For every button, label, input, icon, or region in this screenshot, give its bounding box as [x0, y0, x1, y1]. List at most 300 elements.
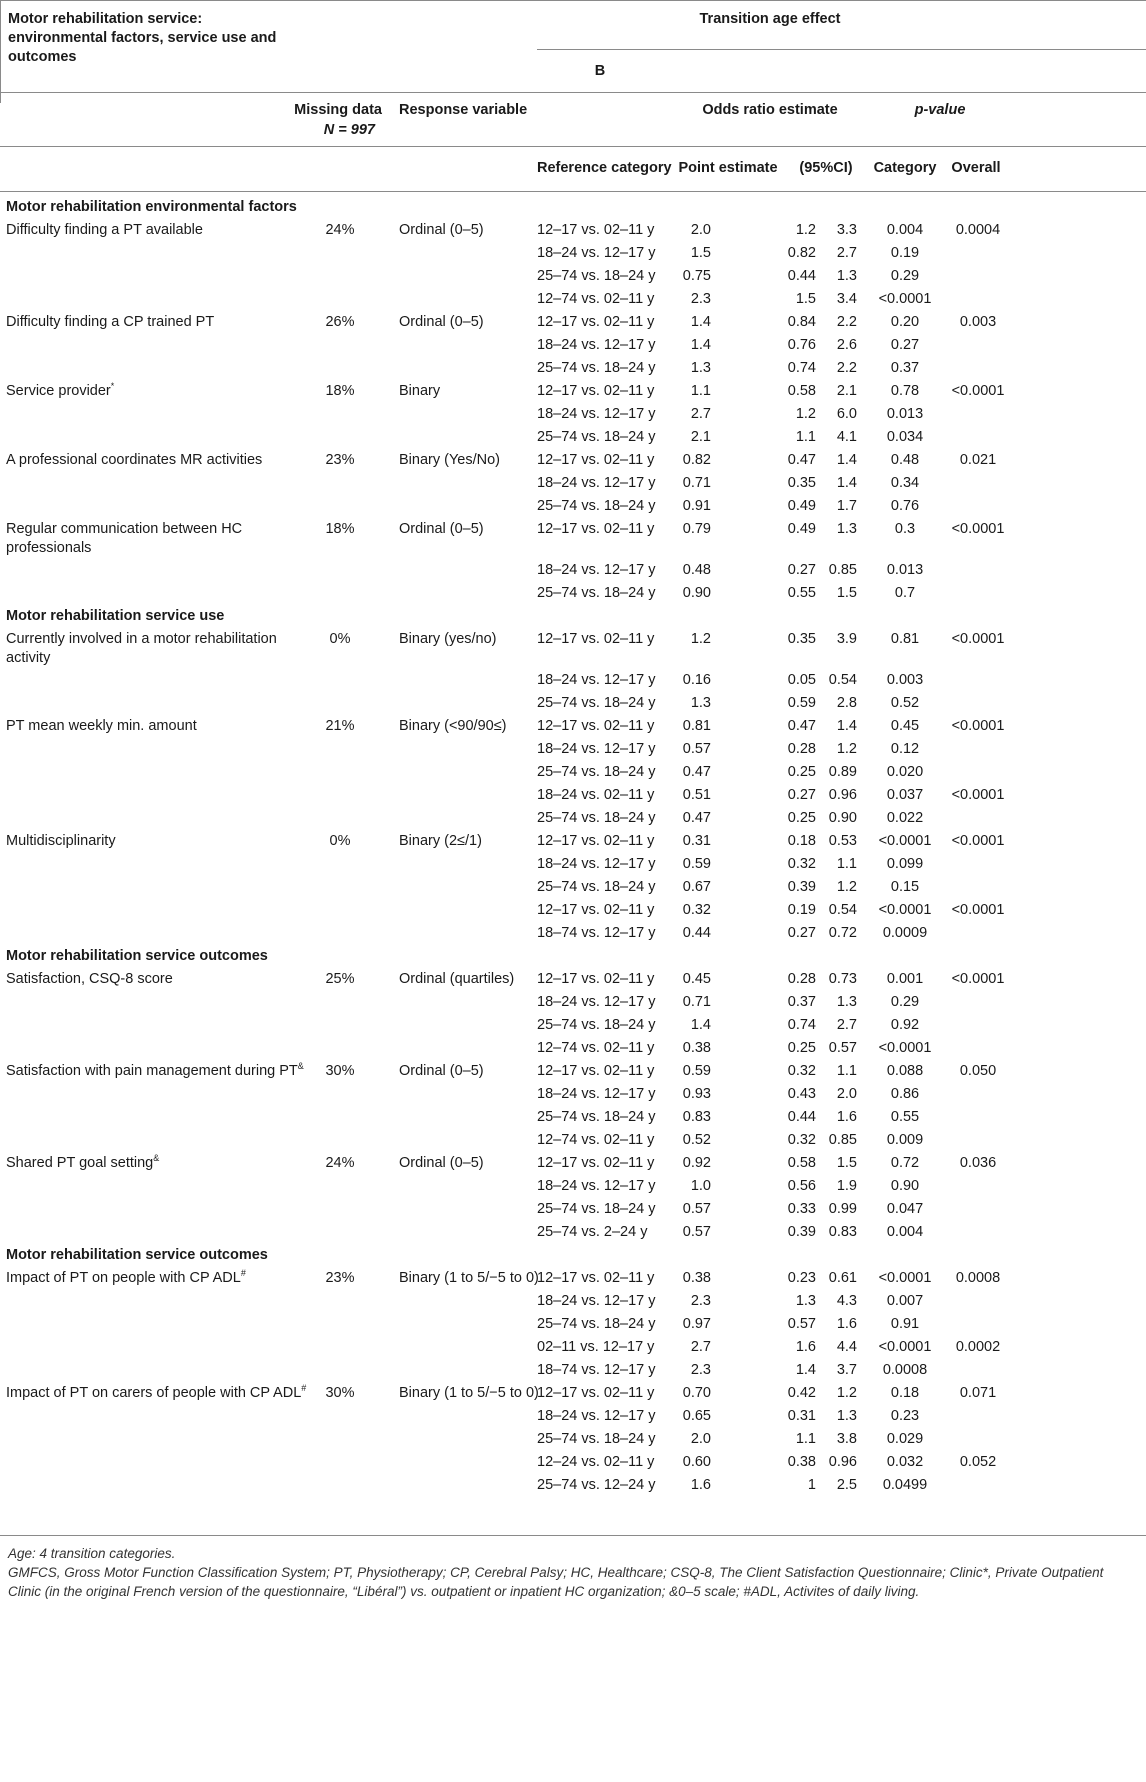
reference-category-cell: 12–17 vs. 02–11 y	[537, 971, 655, 987]
ci-upper-cell: 1.6	[836, 1316, 857, 1332]
category-p-cell: 0.20	[890, 314, 920, 330]
ci-upper-cell: 3.8	[836, 1431, 857, 1447]
overall-p-cell: <0.0001	[951, 902, 1005, 918]
category-p-cell: 0.009	[886, 1132, 924, 1148]
ci-upper-cell: 0.53	[828, 833, 857, 849]
ci-upper-cell: 0.96	[828, 787, 857, 803]
ci-upper-cell: 0.90	[828, 810, 857, 826]
point-estimate-cell: 0.52	[682, 1132, 711, 1148]
table-left-border	[0, 0, 1, 103]
point-estimate-cell: 1.6	[690, 1477, 711, 1493]
ci-upper-cell: 1.3	[836, 994, 857, 1010]
overall-p-cell: 0.003	[959, 314, 997, 330]
ci-lower-cell: 1.3	[795, 1293, 816, 1309]
ci-upper-cell: 0.54	[828, 902, 857, 918]
category-p-cell: 0.18	[890, 1385, 920, 1401]
response-variable-cell: Ordinal (0–5)	[399, 1063, 484, 1079]
overall-p-cell: <0.0001	[951, 787, 1005, 803]
ci-lower-cell: 0.57	[787, 1316, 816, 1332]
point-estimate-cell: 0.97	[682, 1316, 711, 1332]
row-label: A professional coordinates MR activities	[6, 452, 263, 468]
category-p-cell: 0.27	[890, 337, 920, 353]
category-p-cell: 0.034	[886, 429, 924, 445]
table-top-rule	[0, 0, 1146, 1]
category-p-cell: 0.23	[890, 1408, 920, 1424]
point-estimate-cell: 0.70	[682, 1385, 711, 1401]
category-p-cell: 0.007	[886, 1293, 924, 1309]
point-estimate-cell: 1.1	[690, 383, 711, 399]
category-p-cell: 0.29	[890, 268, 920, 284]
ci-upper-cell: 1.9	[836, 1178, 857, 1194]
ci-upper-cell: 4.3	[836, 1293, 857, 1309]
reference-category-cell: 12–17 vs. 02–11 y	[537, 1063, 655, 1079]
point-estimate-cell: 0.60	[682, 1454, 711, 1470]
category-p-cell: 0.55	[890, 1109, 920, 1125]
category-p-cell: 0.7	[894, 585, 916, 601]
transition-underline	[537, 49, 1146, 50]
ci-upper-cell: 1.4	[836, 452, 857, 468]
point-estimate-cell: 0.67	[682, 879, 711, 895]
ci-lower-cell: 0.19	[787, 902, 816, 918]
reference-category-cell: 25–74 vs. 18–24 y	[537, 1431, 656, 1447]
missing-data-cell: 0%	[329, 631, 351, 647]
ci-upper-cell: 3.7	[836, 1362, 857, 1378]
point-estimate-cell: 0.51	[682, 787, 711, 803]
missing-data-cell: 26%	[325, 314, 355, 330]
ci-lower-cell: 1.2	[795, 406, 816, 422]
ci-lower-cell: 0.44	[787, 1109, 816, 1125]
category-p-cell: 0.15	[890, 879, 920, 895]
ci-lower-cell: 0.25	[787, 810, 816, 826]
footnote-marker: #	[240, 1268, 246, 1279]
ci-upper-cell: 0.83	[828, 1224, 857, 1240]
reference-category-cell: 25–74 vs. 18–24 y	[537, 429, 656, 445]
ci-lower-cell: 1.4	[795, 1362, 816, 1378]
point-estimate-cell: 1.3	[690, 360, 711, 376]
reference-category-cell: 18–74 vs. 12–17 y	[537, 925, 656, 941]
category-p-cell: 0.78	[890, 383, 920, 399]
ci-upper-cell: 0.57	[828, 1040, 857, 1056]
point-estimate-cell: 0.48	[682, 562, 711, 578]
category-p-cell: 0.099	[886, 856, 924, 872]
response-variable-cell: Ordinal (0–5)	[399, 521, 484, 537]
ci-lower-cell: 0.23	[787, 1270, 816, 1286]
reference-category-cell: 25–74 vs. 18–24 y	[537, 1316, 656, 1332]
reference-category-cell: 12–74 vs. 02–11 y	[537, 1132, 655, 1148]
reference-category-cell: 25–74 vs. 18–24 y	[537, 879, 656, 895]
point-estimate-cell: 0.83	[682, 1109, 711, 1125]
category-p-cell: <0.0001	[878, 902, 932, 918]
ci-lower-cell: 0.32	[787, 1132, 816, 1148]
point-estimate-cell: 0.59	[682, 856, 711, 872]
ci-lower-cell: 0.84	[787, 314, 816, 330]
ci-upper-cell: 1.4	[836, 475, 857, 491]
category-p-cell: 0.37	[890, 360, 920, 376]
ci-upper-cell: 0.61	[828, 1270, 857, 1286]
category-p-cell: 0.91	[890, 1316, 920, 1332]
ci-upper-cell: 1.5	[836, 585, 857, 601]
ci-lower-cell: 0.35	[787, 475, 816, 491]
ci-upper-cell: 1.2	[836, 1385, 857, 1401]
reference-category-cell: 02–11 vs. 12–17 y	[537, 1339, 655, 1355]
point-estimate-cell: 0.57	[682, 741, 711, 757]
response-variable-cell: Ordinal (0–5)	[399, 314, 484, 330]
category-p-cell: 0.047	[886, 1201, 924, 1217]
ci-lower-cell: 0.28	[787, 971, 816, 987]
reference-category-cell: 18–24 vs. 12–17 y	[537, 741, 656, 757]
ci-upper-cell: 1.3	[836, 268, 857, 284]
category-p-cell: 0.013	[886, 562, 924, 578]
row-label: Multidisciplinarity	[6, 833, 116, 849]
point-estimate-cell: 0.38	[682, 1270, 711, 1286]
reference-category-cell: 18–24 vs. 12–17 y	[537, 562, 656, 578]
point-estimate-header: Point estimate	[678, 160, 778, 176]
header-rule-2	[0, 146, 1146, 147]
reference-category-cell: 12–17 vs. 02–11 y	[537, 902, 655, 918]
row-label: Difficulty finding a PT available	[6, 222, 203, 238]
category-p-cell: 0.92	[890, 1017, 920, 1033]
ci-lower-cell: 0.42	[787, 1385, 816, 1401]
ci-lower-cell: 0.49	[787, 498, 816, 514]
point-estimate-cell: 2.0	[690, 222, 711, 238]
row-label: Impact of PT on carers of people with CP ADL#	[6, 1383, 307, 1401]
ci-lower-cell: 0.27	[787, 787, 816, 803]
category-p-cell: <0.0001	[878, 291, 932, 307]
point-estimate-cell: 0.57	[682, 1201, 711, 1217]
reference-category-cell: 25–74 vs. 18–24 y	[537, 268, 656, 284]
category-p-cell: <0.0001	[878, 1339, 932, 1355]
ci-lower-cell: 0.39	[787, 879, 816, 895]
point-estimate-cell: 1.2	[690, 631, 711, 647]
reference-category-cell: 25–74 vs. 18–24 y	[537, 360, 656, 376]
overall-p-cell: 0.0002	[955, 1339, 1001, 1355]
category-p-cell: 0.032	[886, 1454, 924, 1470]
reference-category-cell: 12–17 vs. 02–11 y	[537, 222, 655, 238]
overall-p-cell: <0.0001	[951, 833, 1005, 849]
point-estimate-cell: 2.3	[690, 291, 711, 307]
ci-upper-cell: 2.7	[836, 245, 857, 261]
response-variable-cell: Ordinal (0–5)	[399, 1155, 484, 1171]
overall-p-cell: 0.036	[959, 1155, 997, 1171]
ci-lower-cell: 0.39	[787, 1224, 816, 1240]
table-title: Motor rehabilitation service: environmental factors, service use and outcomes	[8, 11, 277, 65]
reference-category-cell: 25–74 vs. 18–24 y	[537, 498, 656, 514]
point-estimate-cell: 1.5	[690, 245, 711, 261]
ci-lower-cell: 1	[807, 1477, 816, 1493]
reference-category-cell: 18–24 vs. 12–17 y	[537, 337, 656, 353]
reference-category-cell: 18–24 vs. 12–17 y	[537, 406, 656, 422]
response-variable-cell: Binary (<90/90≤)	[399, 718, 507, 734]
ci-lower-cell: 0.18	[787, 833, 816, 849]
point-estimate-cell: 0.71	[682, 994, 711, 1010]
ci-upper-cell: 1.3	[836, 1408, 857, 1424]
reference-category-cell: 25–74 vs. 18–24 y	[537, 585, 656, 601]
overall-p-cell: 0.0008	[955, 1270, 1001, 1286]
missing-data-cell: 25%	[325, 971, 355, 987]
ci-lower-cell: 0.76	[787, 337, 816, 353]
ci-lower-cell: 0.43	[787, 1086, 816, 1102]
category-header: Category	[873, 160, 937, 176]
footnote-abbreviations: GMFCS, Gross Motor Function Classification System; PT, Physiotherapy; CP, Cerebral Palsy; HC, Healthcare; CSQ-8, The Client Satisfaction Questionnaire; Clinic*, Private Outpatient Clinic (in the original French version of the questionnaire, “Libéral”) vs. outpatient or inpatient HC organization; &0–5 scale; #ADL, Activites of daily living.	[8, 1565, 1104, 1599]
reference-category-cell: 18–24 vs. 12–17 y	[537, 856, 656, 872]
point-estimate-cell: 0.92	[682, 1155, 711, 1171]
ci-lower-cell: 0.35	[787, 631, 816, 647]
ci-upper-cell: 1.7	[836, 498, 857, 514]
point-estimate-cell: 0.45	[682, 971, 711, 987]
footnote-marker: *	[110, 381, 115, 392]
b-header: B	[594, 63, 606, 79]
row-label: Service provider*	[6, 381, 115, 399]
reference-category-cell: 12–17 vs. 02–11 y	[537, 718, 655, 734]
point-estimate-cell: 1.4	[690, 1017, 711, 1033]
reference-category-cell: 12–17 vs. 02–11 y	[537, 1385, 655, 1401]
ci-lower-cell: 0.25	[787, 1040, 816, 1056]
reference-category-cell: 12–17 vs. 02–11 y	[537, 521, 655, 537]
reference-category-cell: 12–17 vs. 02–11 y	[537, 833, 655, 849]
ci-lower-cell: 0.25	[787, 764, 816, 780]
category-p-cell: 0.90	[890, 1178, 920, 1194]
point-estimate-cell: 0.59	[682, 1063, 711, 1079]
reference-category-cell: 18–24 vs. 12–17 y	[537, 672, 656, 688]
reference-category-cell: 18–24 vs. 12–17 y	[537, 1086, 656, 1102]
reference-category-cell: 18–24 vs. 12–17 y	[537, 1178, 656, 1194]
category-p-cell: 0.76	[890, 498, 920, 514]
row-label: Satisfaction with pain management during PT&	[6, 1061, 304, 1079]
missing-data-cell: 30%	[325, 1385, 355, 1401]
ci-lower-cell: 0.74	[787, 360, 816, 376]
ci-upper-cell: 1.1	[836, 856, 857, 872]
overall-p-cell: 0.050	[959, 1063, 997, 1079]
reference-category-cell: 12–17 vs. 02–11 y	[537, 1155, 655, 1171]
transition-age-header: Transition age effect	[699, 11, 841, 27]
point-estimate-cell: 1.3	[690, 695, 711, 711]
ci-header: (95%CI)	[799, 160, 853, 176]
point-estimate-cell: 0.47	[682, 810, 711, 826]
ci-upper-cell: 2.7	[836, 1017, 857, 1033]
missing-data-cell: 23%	[325, 452, 355, 468]
missing-n-header: N = 997	[323, 122, 375, 138]
reference-category-cell: 12–17 vs. 02–11 y	[537, 314, 655, 330]
point-estimate-cell: 0.31	[682, 833, 711, 849]
reference-category-cell: 18–74 vs. 12–17 y	[537, 1362, 656, 1378]
reference-category-cell: 18–24 vs. 12–17 y	[537, 1293, 656, 1309]
ci-upper-cell: 0.72	[828, 925, 857, 941]
ci-lower-cell: 0.82	[787, 245, 816, 261]
point-estimate-cell: 0.79	[682, 521, 711, 537]
missing-data-cell: 24%	[325, 222, 355, 238]
category-p-cell: 0.12	[890, 741, 920, 757]
ci-upper-cell: 2.6	[836, 337, 857, 353]
category-p-cell: <0.0001	[878, 1040, 932, 1056]
overall-p-cell: <0.0001	[951, 971, 1005, 987]
ci-lower-cell: 0.27	[787, 925, 816, 941]
point-estimate-cell: 1.4	[690, 337, 711, 353]
row-label: Regular communication between HC	[6, 521, 243, 537]
ci-lower-cell: 0.27	[787, 562, 816, 578]
point-estimate-cell: 0.44	[682, 925, 711, 941]
odds-ratio-header: Odds ratio estimate	[702, 102, 838, 118]
category-p-cell: <0.0001	[878, 1270, 932, 1286]
category-p-cell: 0.0008	[882, 1362, 928, 1378]
reference-category-cell: 25–74 vs. 18–24 y	[537, 764, 656, 780]
table-bottom-rule	[0, 1535, 1146, 1536]
ci-lower-cell: 0.58	[787, 383, 816, 399]
response-variable-cell: Binary (1 to 5/−5 to 0)	[399, 1270, 539, 1286]
ci-lower-cell: 0.37	[787, 994, 816, 1010]
point-estimate-cell: 0.32	[682, 902, 711, 918]
response-variable-cell: Binary (1 to 5/−5 to 0)	[399, 1385, 539, 1401]
overall-p-cell: <0.0001	[951, 631, 1005, 647]
ci-upper-cell: 1.4	[836, 718, 857, 734]
p-value-header: p-value	[914, 102, 966, 118]
point-estimate-cell: 1.0	[690, 1178, 711, 1194]
missing-data-cell: 21%	[325, 718, 355, 734]
category-p-cell: 0.29	[890, 994, 920, 1010]
missing-data-cell: 30%	[325, 1063, 355, 1079]
ci-upper-cell: 1.3	[836, 521, 857, 537]
reference-category-cell: 25–74 vs. 12–24 y	[537, 1477, 656, 1493]
point-estimate-cell: 0.16	[682, 672, 711, 688]
ci-lower-cell: 1.2	[795, 222, 816, 238]
ci-lower-cell: 0.47	[787, 718, 816, 734]
ci-upper-cell: 2.2	[836, 314, 857, 330]
missing-data-cell: 0%	[329, 833, 351, 849]
ci-lower-cell: 1.1	[795, 429, 816, 445]
ci-lower-cell: 0.33	[787, 1201, 816, 1217]
overall-p-cell: 0.071	[959, 1385, 997, 1401]
point-estimate-cell: 0.90	[682, 585, 711, 601]
ci-upper-cell: 2.8	[836, 695, 857, 711]
reference-category-cell: 18–24 vs. 12–17 y	[537, 475, 656, 491]
reference-category-cell: 25–74 vs. 18–24 y	[537, 1201, 656, 1217]
category-p-cell: 0.004	[886, 222, 924, 238]
ci-lower-cell: 1.5	[795, 291, 816, 307]
ci-upper-cell: 2.5	[836, 1477, 857, 1493]
ci-lower-cell: 0.55	[787, 585, 816, 601]
footnote-marker: &	[153, 1153, 160, 1164]
reference-category-cell: 12–74 vs. 02–11 y	[537, 1040, 655, 1056]
reference-category-cell: 12–17 vs. 02–11 y	[537, 452, 655, 468]
category-p-cell: 0.48	[890, 452, 920, 468]
point-estimate-cell: 2.3	[690, 1362, 711, 1378]
category-p-cell: 0.19	[890, 245, 920, 261]
missing-data-cell: 23%	[325, 1270, 355, 1286]
ci-upper-cell: 3.4	[836, 291, 857, 307]
ci-lower-cell: 1.6	[795, 1339, 816, 1355]
row-label: Difficulty finding a CP trained PT	[6, 314, 215, 330]
ci-upper-cell: 0.85	[828, 1132, 857, 1148]
ci-upper-cell: 0.54	[828, 672, 857, 688]
reference-category-cell: 25–74 vs. 18–24 y	[537, 1017, 656, 1033]
point-estimate-cell: 0.81	[682, 718, 711, 734]
ci-upper-cell: 1.6	[836, 1109, 857, 1125]
ci-upper-cell: 2.1	[836, 383, 857, 399]
ci-lower-cell: 0.58	[787, 1155, 816, 1171]
reference-category-cell: 12–17 vs. 02–11 y	[537, 631, 655, 647]
ci-upper-cell: 2.2	[836, 360, 857, 376]
category-p-cell: 0.088	[886, 1063, 924, 1079]
ci-lower-cell: 0.05	[787, 672, 816, 688]
ci-lower-cell: 0.47	[787, 452, 816, 468]
missing-data-cell: 18%	[325, 383, 355, 399]
ci-upper-cell: 1.5	[836, 1155, 857, 1171]
ci-upper-cell: 4.4	[836, 1339, 857, 1355]
category-p-cell: 0.3	[894, 521, 916, 537]
response-variable-cell: Ordinal (0–5)	[399, 222, 484, 238]
reference-category-cell: 12–24 vs. 02–11 y	[537, 1454, 655, 1470]
category-p-cell: 0.0009	[882, 925, 928, 941]
overall-p-cell: <0.0001	[951, 521, 1005, 537]
footnote-marker: &	[297, 1061, 304, 1072]
ci-lower-cell: 0.56	[787, 1178, 816, 1194]
header-rule-3	[0, 191, 1146, 192]
reference-category-cell: 25–74 vs. 18–24 y	[537, 1109, 656, 1125]
category-p-cell: <0.0001	[878, 833, 932, 849]
reference-category-cell: 18–24 vs. 12–17 y	[537, 245, 656, 261]
response-variable-cell: Binary	[399, 383, 441, 399]
row-label-continued: professionals	[6, 540, 92, 556]
ci-upper-cell: 1.2	[836, 741, 857, 757]
ci-lower-cell: 0.59	[787, 695, 816, 711]
row-label: Satisfaction, CSQ-8 score	[6, 971, 173, 987]
reference-category-cell: 25–74 vs. 18–24 y	[537, 810, 656, 826]
category-p-cell: 0.029	[886, 1431, 924, 1447]
ci-upper-cell: 0.99	[828, 1201, 857, 1217]
row-label: Shared PT goal setting&	[6, 1153, 160, 1171]
row-label: PT mean weekly min. amount	[6, 718, 197, 734]
category-p-cell: 0.013	[886, 406, 924, 422]
point-estimate-cell: 0.57	[682, 1224, 711, 1240]
ci-upper-cell: 0.73	[828, 971, 857, 987]
overall-p-cell: 0.0004	[955, 222, 1001, 238]
response-variable-cell: Binary (yes/no)	[399, 631, 497, 647]
ci-lower-cell: 0.28	[787, 741, 816, 757]
ci-upper-cell: 1.1	[836, 1063, 857, 1079]
ci-upper-cell: 3.3	[836, 222, 857, 238]
category-p-cell: 0.037	[886, 787, 924, 803]
overall-p-cell: 0.021	[959, 452, 997, 468]
reference-category-header: Reference category	[537, 160, 672, 176]
point-estimate-cell: 2.0	[690, 1431, 711, 1447]
point-estimate-cell: 2.7	[690, 406, 711, 422]
section-heading: Motor rehabilitation service outcomes	[6, 1247, 268, 1263]
category-p-cell: 0.004	[886, 1224, 924, 1240]
header-rule-1	[0, 92, 1146, 93]
overall-p-cell: <0.0001	[951, 383, 1005, 399]
point-estimate-cell: 0.47	[682, 764, 711, 780]
category-p-cell: 0.72	[890, 1155, 920, 1171]
ci-upper-cell: 2.0	[836, 1086, 857, 1102]
reference-category-cell: 18–24 vs. 12–17 y	[537, 1408, 656, 1424]
ci-upper-cell: 0.85	[828, 562, 857, 578]
ci-lower-cell: 0.49	[787, 521, 816, 537]
response-variable-cell: Binary (Yes/No)	[399, 452, 501, 468]
missing-data-header: Missing data	[294, 102, 382, 118]
response-variable-header: Response variable	[399, 102, 528, 118]
overall-p-cell: <0.0001	[951, 718, 1005, 734]
point-estimate-cell: 0.75	[682, 268, 711, 284]
point-estimate-cell: 0.38	[682, 1040, 711, 1056]
category-p-cell: 0.003	[886, 672, 924, 688]
point-estimate-cell: 0.91	[682, 498, 711, 514]
category-p-cell: 0.86	[890, 1086, 920, 1102]
category-p-cell: 0.45	[890, 718, 920, 734]
ci-upper-cell: 0.89	[828, 764, 857, 780]
point-estimate-cell: 0.82	[682, 452, 711, 468]
row-label-continued: activity	[6, 650, 51, 666]
ci-lower-cell: 1.1	[795, 1431, 816, 1447]
ci-lower-cell: 0.32	[787, 856, 816, 872]
